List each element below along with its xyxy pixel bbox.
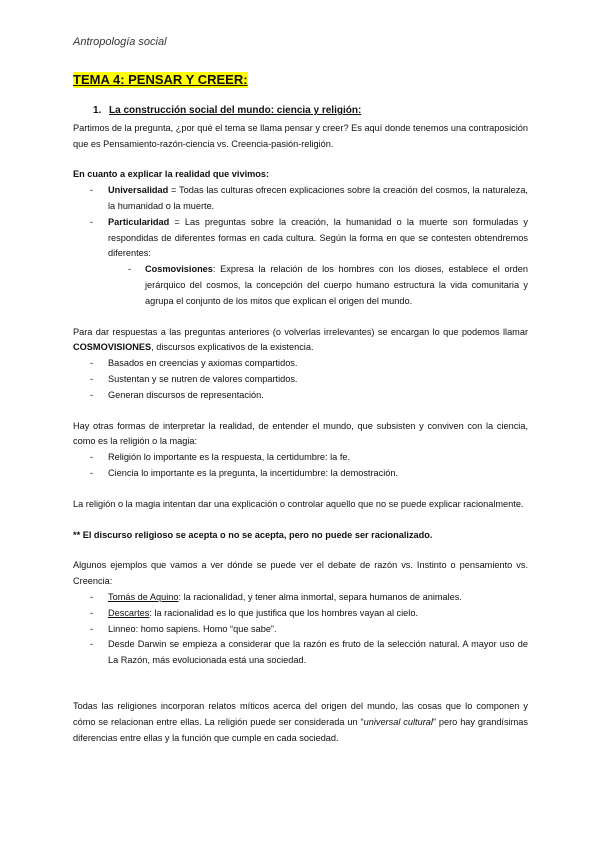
page-title: TEMA 4: PENSAR Y CREER: xyxy=(73,72,248,87)
cosmo-list xyxy=(73,356,528,403)
final-italic: universal cultural xyxy=(363,716,433,727)
term-text: : Expresa la relación de los hombres con los dioses, establece el orden jerárquico del cosmos, la concepción del cuerpo humano estructura la vida comunitaria y agrupa el conjunto de los mitos que explican el origen del mundo. xyxy=(145,264,528,306)
formas-list xyxy=(73,450,528,482)
para-text: Para dar respuestas a las preguntas anteriores (o volverlas irrelevantes) se encargan lo que podemos llamar xyxy=(73,326,528,337)
list-item xyxy=(73,622,528,638)
sub-list-item xyxy=(108,262,528,309)
final-paragraph xyxy=(73,699,528,746)
list-item: - Basados en creencias y axiomas compartidos. xyxy=(73,356,528,372)
sub-list xyxy=(108,262,528,309)
item-text: : la racionalidad, y tener alma inmortal, separa humanos de animales. xyxy=(178,591,462,602)
term-label: Particularidad xyxy=(108,216,170,227)
list-item xyxy=(73,637,528,669)
list-item: - Religión lo importante es la respuesta, la certidumbre: la fe. xyxy=(73,450,528,466)
section-number: 1. xyxy=(93,105,102,116)
term-text: = Todas las culturas ofrecen explicaciones sobre la creación del cosmos, la naturaleza, la humanidad o la muerte. xyxy=(108,185,528,211)
term-text: = Las preguntas sobre la creación, la humanidad o la muerte son formuladas y respondidas de diferentes formas en cada cultura. Según la forma en que se contesten obtendremos diferentes: xyxy=(108,216,528,259)
list-item: - Ciencia lo importante es la pregunta, la incertidumbre: la demostración. xyxy=(73,466,528,482)
para-text: , discursos explicativos de la existencia. xyxy=(151,342,314,353)
final-text: Todas las religiones incorporan relatos míticos acerca del origen del mundo, las cosas que lo componen y cómo se relacionan entre ellas. La religión puede ser considerada un “ xyxy=(73,700,528,727)
item-text: Linneo: homo sapiens. Homo “que sabe”. xyxy=(108,623,277,634)
section-title: La construcción social del mundo: ciencia y religión: xyxy=(109,105,362,116)
list-item xyxy=(73,215,528,310)
ejemplos-list xyxy=(73,590,528,669)
document-body xyxy=(73,72,528,746)
final-text: ” pero hay grandísimas diferencias entre ellas y la función que cumple en cada sociedad. xyxy=(73,716,528,743)
explain-heading: En cuanto a explicar la realidad que vivimos: xyxy=(73,169,270,180)
running-header: Antropología social xyxy=(73,36,167,48)
term-label: Cosmovisiones xyxy=(145,264,213,275)
item-text: : la racionalidad es lo que justifica que los hombres vayan al cielo. xyxy=(149,607,418,618)
para-bold: COSMOVISIONES xyxy=(73,342,152,353)
list-item xyxy=(73,606,528,622)
author-name: Descartes xyxy=(108,607,150,618)
note-paragraph: ** El discurso religioso se acepta o no se acepta, pero no puede ser racionalizado. xyxy=(73,529,433,540)
list-item xyxy=(73,590,528,606)
religion-magia-paragraph: La religión o la magia intentan dar una explicación o controlar aquello que no se puede explicar racionalmente. xyxy=(73,498,524,509)
term-label: Universalidad xyxy=(108,185,169,196)
list-item: - Generan discursos de representación. xyxy=(73,388,528,404)
explain-list xyxy=(73,183,528,309)
list-item: - Sustentan y se nutren de valores compartidos. xyxy=(73,372,528,388)
para-dar-paragraph xyxy=(73,325,528,357)
section-heading xyxy=(93,103,528,119)
ejemplos-paragraph: Algunos ejemplos que vamos a ver dónde se puede ver el debate de razón vs. Instinto o pensamiento vs. Creencia: xyxy=(73,560,528,587)
author-name: Tomás de Aquino xyxy=(108,591,179,602)
item-text: Desde Darwin se empieza a considerar que la razón es fruto de la selección natural. A mayor uso de La Razón, más evolucionada está una sociedad. xyxy=(108,639,528,666)
intro-paragraph: Partimos de la pregunta, ¿por qué el tema se llama pensar y creer? Es aquí donde tenemos una contraposición que es Pensamiento-razón-ciencia vs. Creencia-pasión-religión. xyxy=(73,122,528,149)
list-item xyxy=(73,183,528,215)
otras-formas-paragraph: Hay otras formas de interpretar la realidad, de entender el mundo, que subsisten y conviven con la ciencia, como es la religión o la magia: xyxy=(73,420,528,447)
